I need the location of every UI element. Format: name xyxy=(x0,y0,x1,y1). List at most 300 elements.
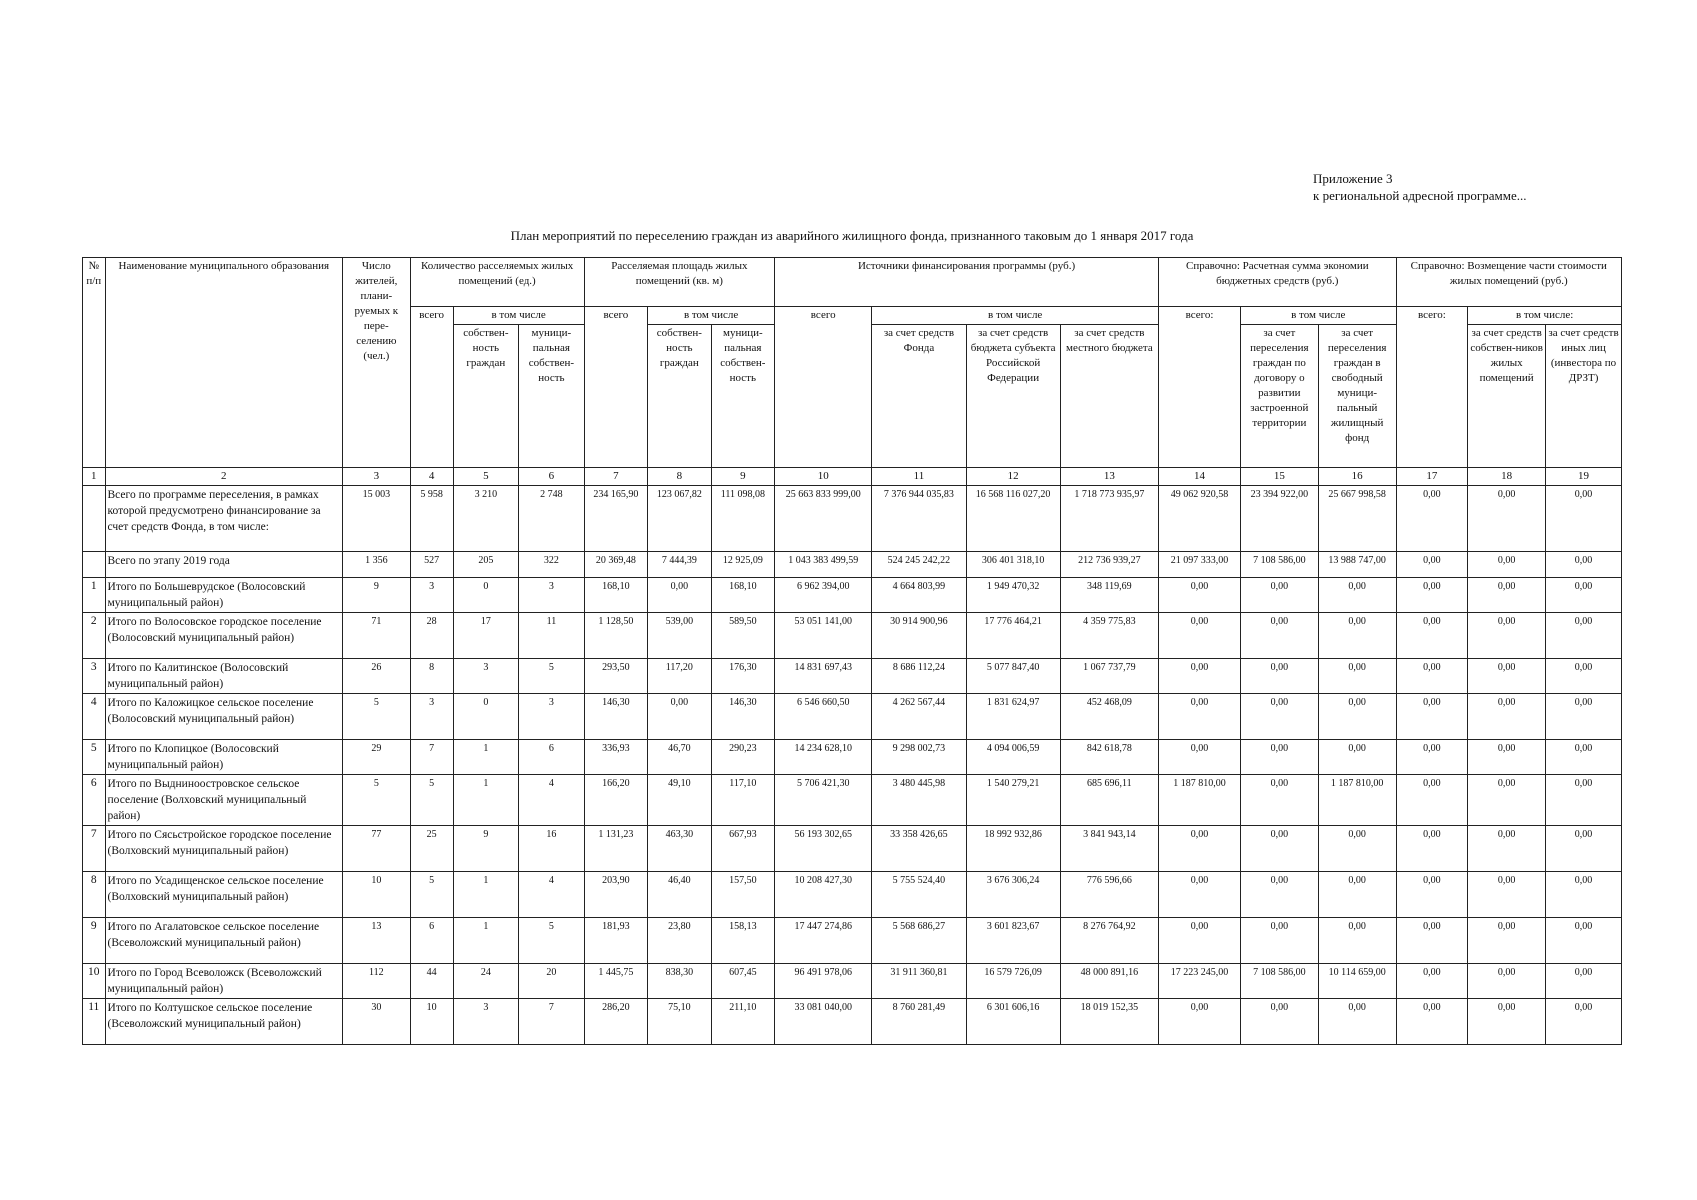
header-area-owned: собствен-ность граждан xyxy=(648,325,711,468)
row-value: 11 xyxy=(519,613,585,659)
row-value: 0,00 xyxy=(1468,775,1546,826)
row-municipality-name: Итого по Волосовское городское поселение (Волосовский муниципальный район) xyxy=(105,613,343,659)
column-number: 15 xyxy=(1240,468,1318,486)
header-econ-total: всего: xyxy=(1159,307,1241,468)
row-value: 1 131,23 xyxy=(584,826,647,872)
row-value: 25 663 833 999,00 xyxy=(775,486,872,552)
row-value: 0,00 xyxy=(1468,694,1546,740)
row-value: 28 xyxy=(410,613,453,659)
row-value: 9 xyxy=(343,578,411,613)
row-value: 8 xyxy=(410,659,453,694)
row-index: 8 xyxy=(83,872,106,918)
table-row xyxy=(83,613,1622,659)
header-rooms-total: всего xyxy=(410,307,453,468)
row-value: 111 098,08 xyxy=(711,486,774,552)
row-value: 33 358 426,65 xyxy=(872,826,966,872)
row-municipality-name: Итого по Город Всеволожск (Всеволожский муниципальный район) xyxy=(105,964,343,999)
row-value: 607,45 xyxy=(711,964,774,999)
row-value: 0,00 xyxy=(1159,826,1241,872)
row-value: 1 067 737,79 xyxy=(1060,659,1158,694)
row-value: 7 444,39 xyxy=(648,552,711,578)
row-municipality-name: Итого по Сясьстройское городское поселение (Волховский муниципальный район) xyxy=(105,826,343,872)
row-value: 18 992 932,86 xyxy=(966,826,1060,872)
row-index: 5 xyxy=(83,740,106,775)
row-value: 3 841 943,14 xyxy=(1060,826,1158,872)
row-value: 0,00 xyxy=(1318,578,1396,613)
row-value: 24 xyxy=(453,964,519,999)
row-value: 1 718 773 935,97 xyxy=(1060,486,1158,552)
row-index: 9 xyxy=(83,918,106,964)
row-value: 0,00 xyxy=(1546,694,1622,740)
row-value: 5 xyxy=(343,694,411,740)
column-number: 9 xyxy=(711,468,774,486)
header-comp-total: всего: xyxy=(1396,307,1468,468)
row-index: 11 xyxy=(83,999,106,1045)
row-value: 0,00 xyxy=(1159,578,1241,613)
row-value: 117,20 xyxy=(648,659,711,694)
row-value: 25 xyxy=(410,826,453,872)
row-value: 48 000 891,16 xyxy=(1060,964,1158,999)
row-value: 157,50 xyxy=(711,872,774,918)
row-value: 336,93 xyxy=(584,740,647,775)
row-value: 56 193 302,65 xyxy=(775,826,872,872)
row-value: 5 xyxy=(519,918,585,964)
column-number: 8 xyxy=(648,468,711,486)
row-value: 0,00 xyxy=(1240,918,1318,964)
header-compensation-group: Справочно: Возмещение части стоимости жилых помещений (руб.) xyxy=(1396,258,1621,307)
row-value: 17 447 274,86 xyxy=(775,918,872,964)
row-value: 1 831 624,97 xyxy=(966,694,1060,740)
header-econ-free-fund: за счет переселения граждан в свободный муници-пальный жилищный фонд xyxy=(1318,325,1396,468)
row-municipality-name: Итого по Клопицкое (Волосовский муниципальный район) xyxy=(105,740,343,775)
row-municipality-name: Итого по Выдниноостровское сельское поселение (Волховский муниципальный район) xyxy=(105,775,343,826)
row-value: 5 xyxy=(343,775,411,826)
row-value: 203,90 xyxy=(584,872,647,918)
row-value: 9 xyxy=(453,826,519,872)
row-value: 0,00 xyxy=(1546,826,1622,872)
row-value: 75,10 xyxy=(648,999,711,1045)
row-value: 1 xyxy=(453,918,519,964)
column-number: 12 xyxy=(966,468,1060,486)
row-value: 10 xyxy=(343,872,411,918)
row-value: 0,00 xyxy=(1468,552,1546,578)
resettlement-plan-table xyxy=(82,257,1622,1045)
row-value: 25 667 998,58 xyxy=(1318,486,1396,552)
row-index: 1 xyxy=(83,578,106,613)
row-index xyxy=(83,552,106,578)
header-comp-other: за счет средств иных лиц (инвестора по ДРЗТ) xyxy=(1546,325,1622,468)
row-value: 0,00 xyxy=(1396,918,1468,964)
row-value: 6 546 660,50 xyxy=(775,694,872,740)
row-value: 0,00 xyxy=(1159,999,1241,1045)
row-value: 8 686 112,24 xyxy=(872,659,966,694)
row-value: 3 676 306,24 xyxy=(966,872,1060,918)
row-value: 0,00 xyxy=(1546,872,1622,918)
row-value: 6 301 606,16 xyxy=(966,999,1060,1045)
row-municipality-name: Итого по Каложицкое сельское поселение (Волосовский муниципальный район) xyxy=(105,694,343,740)
row-index: 3 xyxy=(83,659,106,694)
row-value: 539,00 xyxy=(648,613,711,659)
row-value: 0,00 xyxy=(1468,659,1546,694)
table-row xyxy=(83,918,1622,964)
appendix-line-1: Приложение 3 xyxy=(1313,171,1393,186)
row-value: 4 664 803,99 xyxy=(872,578,966,613)
row-value: 0,00 xyxy=(1396,659,1468,694)
row-index: 10 xyxy=(83,964,106,999)
row-value: 0,00 xyxy=(1396,964,1468,999)
row-value: 168,10 xyxy=(711,578,774,613)
row-value: 0,00 xyxy=(1468,740,1546,775)
header-area-incl: в том числе xyxy=(648,307,775,325)
row-value: 5 958 xyxy=(410,486,453,552)
row-value: 176,30 xyxy=(711,659,774,694)
row-value: 0,00 xyxy=(1546,552,1622,578)
row-value: 0,00 xyxy=(1240,613,1318,659)
row-value: 71 xyxy=(343,613,411,659)
header-rooms-owned: собствен-ность граждан xyxy=(453,325,519,468)
row-value: 7 108 586,00 xyxy=(1240,552,1318,578)
row-value: 3 xyxy=(410,694,453,740)
row-value: 293,50 xyxy=(584,659,647,694)
row-value: 1 540 279,21 xyxy=(966,775,1060,826)
row-value: 9 298 002,73 xyxy=(872,740,966,775)
row-value: 3 xyxy=(519,694,585,740)
row-value: 3 xyxy=(453,999,519,1045)
row-value: 146,30 xyxy=(711,694,774,740)
row-index xyxy=(83,486,106,552)
row-value: 13 988 747,00 xyxy=(1318,552,1396,578)
row-value: 0,00 xyxy=(1396,740,1468,775)
row-value: 0,00 xyxy=(1396,578,1468,613)
row-value: 0,00 xyxy=(1546,740,1622,775)
row-value: 3 210 xyxy=(453,486,519,552)
column-number: 7 xyxy=(584,468,647,486)
row-value: 53 051 141,00 xyxy=(775,613,872,659)
row-value: 5 755 524,40 xyxy=(872,872,966,918)
row-value: 0,00 xyxy=(1159,740,1241,775)
column-number: 18 xyxy=(1468,468,1546,486)
row-value: 1 128,50 xyxy=(584,613,647,659)
row-value: 14 234 628,10 xyxy=(775,740,872,775)
header-financing-group: Источники финансирования программы (руб.) xyxy=(775,258,1159,307)
row-value: 0,00 xyxy=(1318,999,1396,1045)
row-value: 77 xyxy=(343,826,411,872)
row-value: 96 491 978,06 xyxy=(775,964,872,999)
row-value: 463,30 xyxy=(648,826,711,872)
row-municipality-name: Итого по Калитинское (Волосовский муниципальный район) xyxy=(105,659,343,694)
row-value: 23 394 922,00 xyxy=(1240,486,1318,552)
row-value: 5 706 421,30 xyxy=(775,775,872,826)
header-rooms-municipal: муници-пальная собствен-ность xyxy=(519,325,585,468)
row-value: 0,00 xyxy=(1546,964,1622,999)
row-value: 0,00 xyxy=(1318,918,1396,964)
row-value: 1 445,75 xyxy=(584,964,647,999)
row-value: 234 165,90 xyxy=(584,486,647,552)
row-value: 117,10 xyxy=(711,775,774,826)
row-index: 2 xyxy=(83,613,106,659)
row-value: 20 369,48 xyxy=(584,552,647,578)
header-fin-total: всего xyxy=(775,307,872,468)
column-number: 5 xyxy=(453,468,519,486)
header-area-municipal: муници-пальная собствен-ность xyxy=(711,325,774,468)
row-value: 0,00 xyxy=(1468,918,1546,964)
row-value: 1 xyxy=(453,740,519,775)
row-value: 1 356 xyxy=(343,552,411,578)
header-area-total: всего xyxy=(584,307,647,468)
row-value: 0,00 xyxy=(1468,872,1546,918)
row-value: 1 187 810,00 xyxy=(1318,775,1396,826)
row-value: 0,00 xyxy=(1396,694,1468,740)
row-value: 12 925,09 xyxy=(711,552,774,578)
row-value: 3 xyxy=(453,659,519,694)
row-value: 0,00 xyxy=(1468,578,1546,613)
row-value: 0,00 xyxy=(1546,659,1622,694)
row-municipality-name: Итого по Агалатовское сельское поселение (Всеволожский муниципальный район) xyxy=(105,918,343,964)
row-value: 0,00 xyxy=(1240,659,1318,694)
row-value: 3 601 823,67 xyxy=(966,918,1060,964)
header-fin-local-budget: за счет средств местного бюджета xyxy=(1060,325,1158,468)
row-value: 0,00 xyxy=(1468,999,1546,1045)
row-value: 29 xyxy=(343,740,411,775)
row-value: 16 579 726,09 xyxy=(966,964,1060,999)
row-value: 3 xyxy=(410,578,453,613)
row-value: 14 831 697,43 xyxy=(775,659,872,694)
header-residents: Число жителей, плани-руемых к пере-селению (чел.) xyxy=(343,258,411,468)
row-value: 4 094 006,59 xyxy=(966,740,1060,775)
row-municipality-name: Всего по этапу 2019 года xyxy=(105,552,343,578)
row-value: 4 xyxy=(519,775,585,826)
row-value: 7 xyxy=(519,999,585,1045)
header-comp-incl: в том числе: xyxy=(1468,307,1622,325)
row-value: 8 760 281,49 xyxy=(872,999,966,1045)
row-value: 3 480 445,98 xyxy=(872,775,966,826)
row-value: 0,00 xyxy=(1159,918,1241,964)
column-number: 19 xyxy=(1546,468,1622,486)
table-row xyxy=(83,999,1622,1045)
header-fin-fund: за счет средств Фонда xyxy=(872,325,966,468)
row-value: 0,00 xyxy=(1546,578,1622,613)
header-econ-contract: за счет переселения граждан по договору о развитии застроенной территории xyxy=(1240,325,1318,468)
column-numbers-row xyxy=(83,468,1622,486)
row-value: 26 xyxy=(343,659,411,694)
table-row xyxy=(83,740,1622,775)
row-value: 158,13 xyxy=(711,918,774,964)
row-value: 5 077 847,40 xyxy=(966,659,1060,694)
row-value: 0,00 xyxy=(1468,826,1546,872)
row-value: 30 914 900,96 xyxy=(872,613,966,659)
row-value: 527 xyxy=(410,552,453,578)
document-title: План мероприятий по переселению граждан из аварийного жилищного фонда, признанного таковым до 1 января 2017 года xyxy=(510,228,1194,243)
row-value: 838,30 xyxy=(648,964,711,999)
row-value: 0,00 xyxy=(1159,613,1241,659)
row-value: 31 911 360,81 xyxy=(872,964,966,999)
header-fin-incl: в том числе xyxy=(872,307,1159,325)
row-index: 7 xyxy=(83,826,106,872)
table-row xyxy=(83,964,1622,999)
row-value: 49 062 920,58 xyxy=(1159,486,1241,552)
row-value: 0,00 xyxy=(1159,694,1241,740)
row-value: 181,93 xyxy=(584,918,647,964)
row-value: 123 067,82 xyxy=(648,486,711,552)
appendix-line-2: к региональной адресной программе... xyxy=(1313,188,1527,203)
row-value: 10 xyxy=(410,999,453,1045)
row-value: 1 xyxy=(453,775,519,826)
row-value: 5 xyxy=(519,659,585,694)
row-value: 0,00 xyxy=(1240,872,1318,918)
row-value: 10 114 659,00 xyxy=(1318,964,1396,999)
row-value: 17 xyxy=(453,613,519,659)
row-value: 3 xyxy=(519,578,585,613)
row-municipality-name: Итого по Усадищенское сельское поселение (Волховский муниципальный район) xyxy=(105,872,343,918)
row-value: 0,00 xyxy=(1396,552,1468,578)
column-number: 3 xyxy=(343,468,411,486)
column-number: 6 xyxy=(519,468,585,486)
table-row xyxy=(83,826,1622,872)
row-value: 10 208 427,30 xyxy=(775,872,872,918)
row-value: 0,00 xyxy=(1318,613,1396,659)
header-economy-group: Справочно: Расчетная сумма экономии бюджетных средств (руб.) xyxy=(1159,258,1397,307)
row-value: 5 xyxy=(410,775,453,826)
row-value: 16 xyxy=(519,826,585,872)
row-value: 524 245 242,22 xyxy=(872,552,966,578)
header-fin-subject-budget: за счет средств бюджета субъекта Российской Федерации xyxy=(966,325,1060,468)
row-value: 0,00 xyxy=(648,578,711,613)
row-value: 667,93 xyxy=(711,826,774,872)
row-value: 6 xyxy=(519,740,585,775)
table-row xyxy=(83,659,1622,694)
row-municipality-name: Итого по Большеврудское (Волосовский муниципальный район) xyxy=(105,578,343,613)
row-value: 20 xyxy=(519,964,585,999)
column-number: 13 xyxy=(1060,468,1158,486)
row-value: 0,00 xyxy=(1240,578,1318,613)
row-value: 7 376 944 035,83 xyxy=(872,486,966,552)
row-value: 322 xyxy=(519,552,585,578)
column-number: 17 xyxy=(1396,468,1468,486)
header-econ-incl: в том числе xyxy=(1240,307,1396,325)
row-value: 33 081 040,00 xyxy=(775,999,872,1045)
row-value: 0,00 xyxy=(1546,613,1622,659)
row-value: 0,00 xyxy=(1318,659,1396,694)
row-value: 21 097 333,00 xyxy=(1159,552,1241,578)
header-rooms-incl: в том числе xyxy=(453,307,584,325)
header-rooms-group: Количество расселяемых жилых помещений (ед.) xyxy=(410,258,584,307)
row-value: 168,10 xyxy=(584,578,647,613)
row-value: 1 187 810,00 xyxy=(1159,775,1241,826)
row-value: 18 019 152,35 xyxy=(1060,999,1158,1045)
row-value: 0,00 xyxy=(1546,918,1622,964)
row-value: 212 736 939,27 xyxy=(1060,552,1158,578)
row-value: 4 xyxy=(519,872,585,918)
row-municipality-name: Всего по программе переселения, в рамках которой предусмотрено финансирование за счет средств Фонда, в том числе: xyxy=(105,486,343,552)
row-value: 0,00 xyxy=(1396,775,1468,826)
row-value: 0,00 xyxy=(1240,826,1318,872)
row-municipality-name: Итого по Колтушское сельское поселение (Всеволожский муниципальный район) xyxy=(105,999,343,1045)
row-value: 146,30 xyxy=(584,694,647,740)
row-value: 0,00 xyxy=(1546,775,1622,826)
row-value: 0,00 xyxy=(1396,613,1468,659)
column-number: 2 xyxy=(105,468,343,486)
row-value: 0,00 xyxy=(1318,826,1396,872)
row-value: 842 618,78 xyxy=(1060,740,1158,775)
row-value: 17 776 464,21 xyxy=(966,613,1060,659)
row-value: 0,00 xyxy=(1468,486,1546,552)
row-value: 1 043 383 499,59 xyxy=(775,552,872,578)
row-value: 0,00 xyxy=(1396,872,1468,918)
row-value: 5 568 686,27 xyxy=(872,918,966,964)
row-value: 290,23 xyxy=(711,740,774,775)
row-value: 6 962 394,00 xyxy=(775,578,872,613)
row-value: 44 xyxy=(410,964,453,999)
row-value: 685 696,11 xyxy=(1060,775,1158,826)
row-value: 7 108 586,00 xyxy=(1240,964,1318,999)
row-value: 0,00 xyxy=(1396,999,1468,1045)
row-value: 0,00 xyxy=(1396,826,1468,872)
row-value: 589,50 xyxy=(711,613,774,659)
table-row xyxy=(83,578,1622,613)
row-value: 0,00 xyxy=(1240,694,1318,740)
row-value: 6 xyxy=(410,918,453,964)
row-value: 0,00 xyxy=(1240,775,1318,826)
row-value: 2 748 xyxy=(519,486,585,552)
table-row xyxy=(83,694,1622,740)
row-value: 13 xyxy=(343,918,411,964)
row-value: 5 xyxy=(410,872,453,918)
table-body xyxy=(83,486,1622,1045)
row-value: 0,00 xyxy=(648,694,711,740)
row-value: 46,70 xyxy=(648,740,711,775)
row-value: 0,00 xyxy=(1468,613,1546,659)
row-value: 112 xyxy=(343,964,411,999)
row-value: 23,80 xyxy=(648,918,711,964)
row-value: 0,00 xyxy=(1396,486,1468,552)
appendix-note xyxy=(1313,170,1527,204)
table-row xyxy=(83,775,1622,826)
row-value: 0,00 xyxy=(1468,964,1546,999)
row-value: 0,00 xyxy=(1240,999,1318,1045)
column-number: 1 xyxy=(83,468,106,486)
header-index: № п/п xyxy=(83,258,106,468)
row-value: 0,00 xyxy=(1546,486,1622,552)
row-value: 49,10 xyxy=(648,775,711,826)
row-value: 0 xyxy=(453,578,519,613)
row-value: 166,20 xyxy=(584,775,647,826)
row-value: 0,00 xyxy=(1318,872,1396,918)
row-value: 0,00 xyxy=(1159,659,1241,694)
row-value: 0,00 xyxy=(1546,999,1622,1045)
row-value: 17 223 245,00 xyxy=(1159,964,1241,999)
row-value: 7 xyxy=(410,740,453,775)
row-value: 4 262 567,44 xyxy=(872,694,966,740)
row-value: 8 276 764,92 xyxy=(1060,918,1158,964)
column-number: 14 xyxy=(1159,468,1241,486)
row-index: 6 xyxy=(83,775,106,826)
header-name: Наименование муниципального образования xyxy=(105,258,343,468)
row-value: 286,20 xyxy=(584,999,647,1045)
header-comp-owners: за счет средств собствен-ников жилых помещений xyxy=(1468,325,1546,468)
row-value: 205 xyxy=(453,552,519,578)
row-value: 0,00 xyxy=(1240,740,1318,775)
row-value: 0,00 xyxy=(1318,694,1396,740)
table-row xyxy=(83,552,1622,578)
row-value: 348 119,69 xyxy=(1060,578,1158,613)
column-number: 16 xyxy=(1318,468,1396,486)
column-number: 10 xyxy=(775,468,872,486)
row-value: 211,10 xyxy=(711,999,774,1045)
header-area-group: Расселяемая площадь жилых помещений (кв. м) xyxy=(584,258,774,307)
row-value: 1 xyxy=(453,872,519,918)
row-value: 16 568 116 027,20 xyxy=(966,486,1060,552)
column-number: 4 xyxy=(410,468,453,486)
